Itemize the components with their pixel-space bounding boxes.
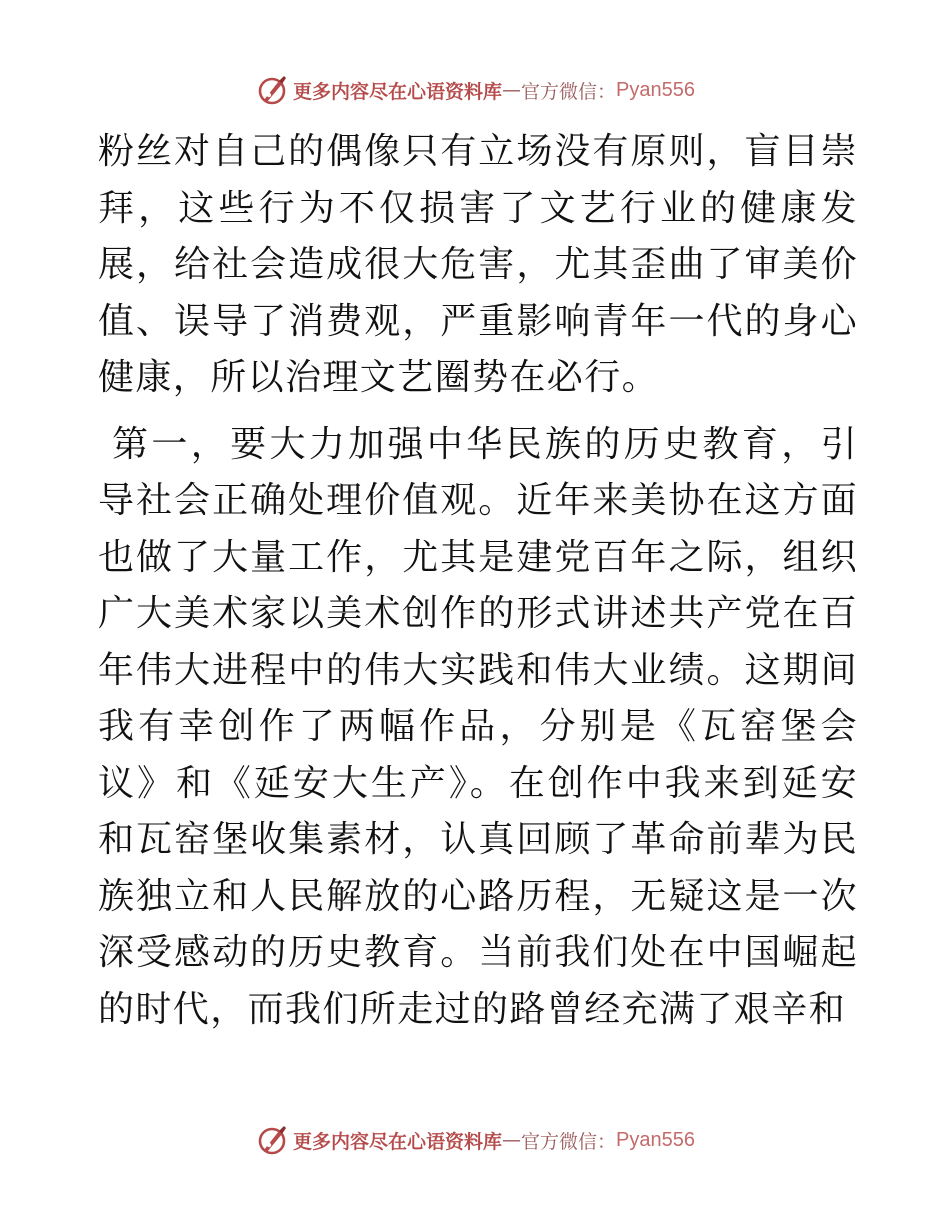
quill-pen-circle-icon (255, 1123, 289, 1157)
wechat-label: 官方微信： (521, 80, 617, 103)
wechat-label: 官方微信： (521, 1130, 617, 1153)
banner-title: 更多内容尽在心语资料库 (293, 80, 503, 103)
document-body (98, 124, 858, 1038)
header-watermark-banner (0, 72, 950, 108)
banner-separator: — (502, 1129, 522, 1151)
wechat-id: Pyan556 (616, 78, 695, 101)
body-paragraph-2: 第一，要大力加强中华民族的历史教育，引导社会正确处理价值观。近年来美协在这方面也做了大量工作，尤其是建党百年之际，组织广大美术家以美术创作的形式讲述共产党在百年伟大进程中的伟大实践和伟大业绩。这期间我有幸创作了两幅作品，分别是《瓦窑堡会议》和《延安大生产》。在创作中我来到延安和瓦窑堡收集素材，认真回顾了革命前辈为民族独立和人民解放的心路历程，无疑这是一次深受感动的历史教育。当前我们处在中国崛起的时代，而我们所走过的路曾经充满了艰辛和 (98, 423, 858, 1030)
wechat-id: Pyan556 (616, 1128, 695, 1151)
footer-watermark-banner (0, 1122, 950, 1158)
quill-pen-circle-icon (255, 73, 289, 107)
body-paragraph-1: 粉丝对自己的偶像只有立场没有原则，盲目崇拜，这些行为不仅损害了文艺行业的健康发展，给社会造成很大危害，尤其歪曲了审美价值、误导了消费观，严重影响青年一代的身心健康，所以治理文艺圈势在必行。 (98, 131, 858, 398)
banner-title: 更多内容尽在心语资料库 (293, 1130, 503, 1153)
banner-separator: — (502, 79, 522, 101)
